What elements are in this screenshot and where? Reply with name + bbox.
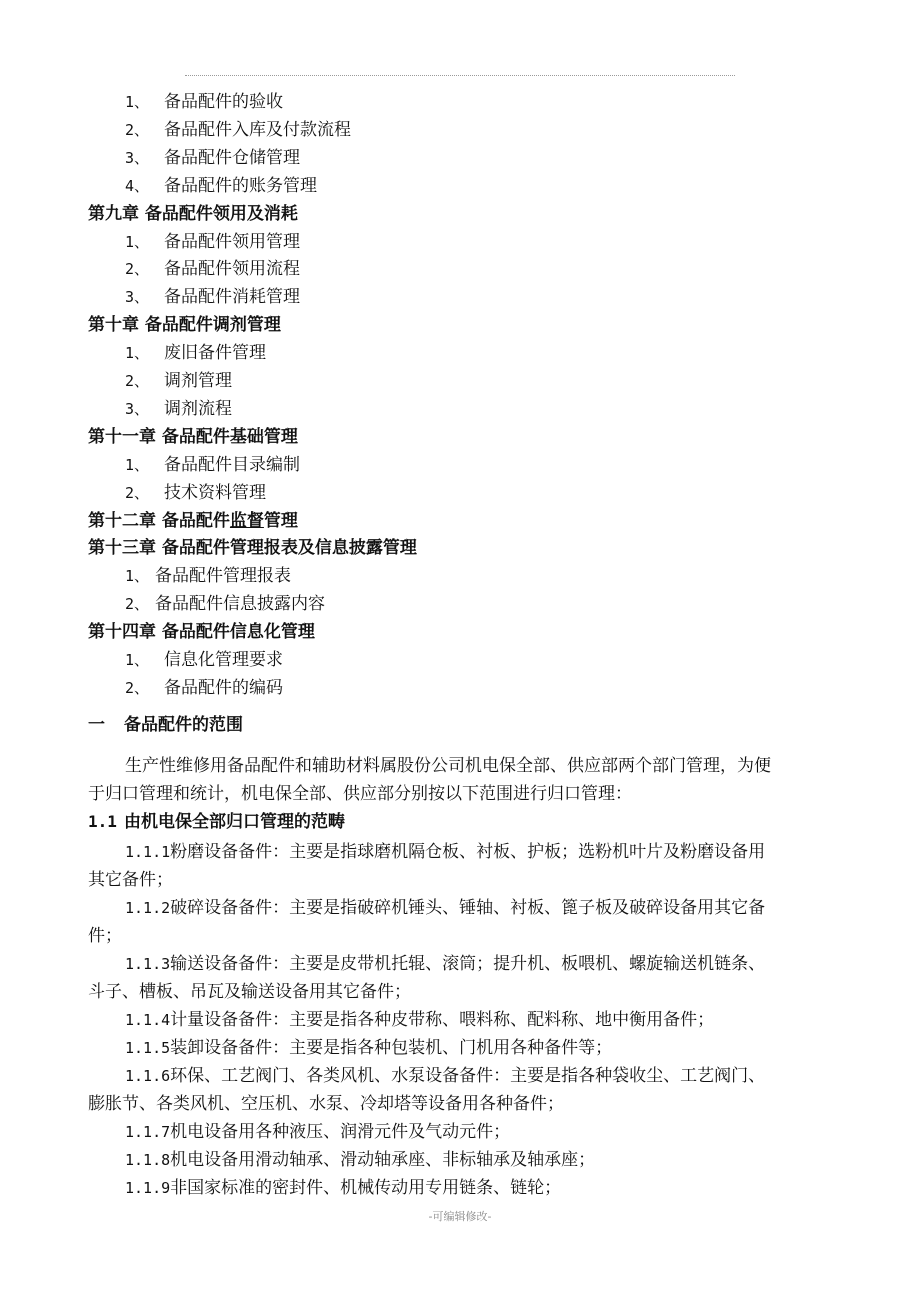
section-1-1-num: 1.1 bbox=[88, 812, 117, 831]
toc-item-number: 3、 bbox=[125, 288, 150, 307]
toc-item-number: 2、 bbox=[125, 260, 150, 279]
toc-item-text: 备品配件领用流程 bbox=[164, 259, 300, 280]
toc-item-text: 调剂管理 bbox=[164, 371, 232, 391]
clause-number: 1.1.9 bbox=[125, 1179, 171, 1197]
toc-item-text: 备品配件信息披露内容 bbox=[155, 594, 325, 615]
clause-text: 机电设备用各种液压、润滑元件及气动元件； bbox=[170, 1122, 511, 1142]
toc-chapter bbox=[88, 423, 298, 451]
toc-item-number: 1、 bbox=[125, 93, 150, 111]
heading-1-num: 一 bbox=[88, 715, 105, 735]
toc-chapter-text: 第十一章 备品配件基础管理 bbox=[88, 426, 298, 447]
page-footer: -可编辑修改- bbox=[428, 1210, 492, 1223]
clause-first-line bbox=[125, 894, 765, 922]
clause-continuation-line: 斗子、槽板、吊瓦及输送设备用其它备件； bbox=[88, 982, 411, 1002]
section-1-1-text: 由机电保全部归口管理的范畴 bbox=[124, 812, 345, 832]
toc-item-text: 备品配件管理报表 bbox=[155, 566, 291, 587]
toc-chapter bbox=[88, 200, 298, 228]
toc-chapter-text: 第十二章 备品配件 bbox=[88, 510, 230, 531]
toc-chapter bbox=[88, 534, 417, 562]
clause-text: 破碎设备备件：主要是指破碎机锤头、锤轴、衬板、篦子板及破碎设备用其它备 bbox=[170, 898, 766, 918]
toc-item-text: 信息化管理要求 bbox=[164, 650, 283, 670]
clause-continuation-line: 件； bbox=[88, 926, 122, 946]
toc-item-number: 2、 bbox=[125, 483, 150, 502]
toc-item-text: 备品配件消耗管理 bbox=[164, 287, 300, 308]
toc-item-number: 1、 bbox=[125, 651, 150, 669]
clause-number: 1.1.7 bbox=[125, 1123, 171, 1141]
toc-item-number: 1、 bbox=[125, 344, 150, 363]
clause-number: 1.1.1 bbox=[125, 843, 171, 861]
clause-number: 1.1.2 bbox=[125, 899, 171, 917]
clause-first-line bbox=[125, 1034, 612, 1062]
toc-chapter-text: 第十四章 备品配件信息化管理 bbox=[88, 622, 315, 643]
clause-number: 1.1.3 bbox=[125, 955, 171, 973]
clause-first-line bbox=[125, 1062, 765, 1090]
toc-item-number: 3、 bbox=[125, 148, 150, 167]
toc-item-text: 技术资料管理 bbox=[164, 482, 266, 503]
clause-text: 机电设备用滑动轴承、滑动轴承座、非标轴承及轴承座； bbox=[170, 1150, 596, 1170]
clause-number: 1.1.4 bbox=[125, 1011, 171, 1029]
intro-line-2: 于归口管理和统计，机电保全部、供应部分别按以下范围进行归口管理： bbox=[88, 784, 632, 804]
toc-item-text: 备品配件的验收 bbox=[164, 92, 283, 112]
toc-item-text: 备品配件目录编制 bbox=[164, 454, 300, 475]
toc-item-text: 备品配件仓储管理 bbox=[164, 147, 300, 168]
section-1-1 bbox=[88, 808, 345, 836]
clause-first-line bbox=[125, 1174, 561, 1202]
toc-chapter-underlined-text: 监督 bbox=[229, 510, 264, 531]
toc-item-number: 3、 bbox=[125, 399, 150, 418]
clause-first-line bbox=[125, 838, 765, 866]
clause-text: 计量设备备件：主要是指各种皮带称、喂料称、配料称、地中衡用备件； bbox=[170, 1010, 715, 1030]
toc-chapter-text-tail: 管理 bbox=[263, 510, 298, 531]
intro-line-1: 生产性维修用备品配件和辅助材料属股份公司机电保全部、供应部两个部门管理，为便 bbox=[125, 756, 771, 776]
toc-item-text: 备品配件的账务管理 bbox=[164, 175, 317, 196]
toc-chapter-text: 第九章 备品配件领用及消耗 bbox=[88, 203, 298, 224]
toc-item-text: 备品配件入库及付款流程 bbox=[164, 119, 351, 140]
toc-item-number: 1、 bbox=[125, 455, 150, 474]
clause-first-line bbox=[125, 950, 765, 978]
toc-item-text: 备品配件领用管理 bbox=[164, 231, 300, 252]
toc-item-number: 2、 bbox=[125, 120, 150, 139]
toc-item-number: 4、 bbox=[125, 176, 150, 195]
clause-first-line bbox=[125, 1118, 510, 1146]
toc-item-text: 备品配件的编码 bbox=[164, 677, 283, 698]
toc-item-number: 1、 bbox=[125, 567, 150, 586]
clause-number: 1.1.6 bbox=[125, 1067, 171, 1085]
heading-1 bbox=[88, 711, 243, 739]
toc-item-number: 2、 bbox=[125, 372, 150, 390]
header-rule bbox=[185, 75, 735, 76]
clause-text: 环保、工艺阀门、各类风机、水泵设备备件：主要是指各种袋收尘、工艺阀门、 bbox=[170, 1066, 766, 1086]
clause-number: 1.1.8 bbox=[125, 1151, 171, 1169]
toc-chapter bbox=[88, 507, 298, 535]
toc-item-number: 1、 bbox=[125, 232, 150, 251]
toc-item-text: 废旧备件管理 bbox=[164, 343, 266, 364]
toc-item-text: 调剂流程 bbox=[164, 398, 232, 419]
clause-text: 输送设备备件：主要是皮带机托辊、滚筒；提升机、板喂机、螺旋输送机链条、 bbox=[170, 954, 766, 974]
toc-item-number: 2、 bbox=[125, 678, 150, 697]
toc-chapter bbox=[88, 311, 281, 339]
clause-text: 装卸设备备件：主要是指各种包装机、门机用各种备件等； bbox=[170, 1038, 613, 1058]
clause-continuation-line: 其它备件； bbox=[88, 870, 173, 890]
toc-chapter-text: 第十章 备品配件调剂管理 bbox=[88, 315, 281, 336]
clause-first-line bbox=[125, 1146, 595, 1174]
heading-1-text: 备品配件的范围 bbox=[124, 715, 243, 735]
clause-continuation-line: 膨胀节、各类风机、空压机、水泵、冷却塔等设备用各种备件； bbox=[88, 1094, 564, 1114]
clause-text: 粉磨设备备件：主要是指球磨机隔仓板、衬板、护板；选粉机叶片及粉磨设备用 bbox=[170, 842, 766, 862]
clause-number: 1.1.5 bbox=[125, 1039, 171, 1057]
toc-chapter bbox=[88, 618, 315, 646]
clause-text: 非国家标准的密封件、机械传动用专用链条、链轮； bbox=[170, 1178, 562, 1198]
toc-chapter-text: 第十三章 备品配件管理报表及信息披露管理 bbox=[88, 538, 417, 559]
clause-first-line bbox=[125, 1006, 714, 1034]
toc-item-number: 2、 bbox=[125, 595, 150, 614]
